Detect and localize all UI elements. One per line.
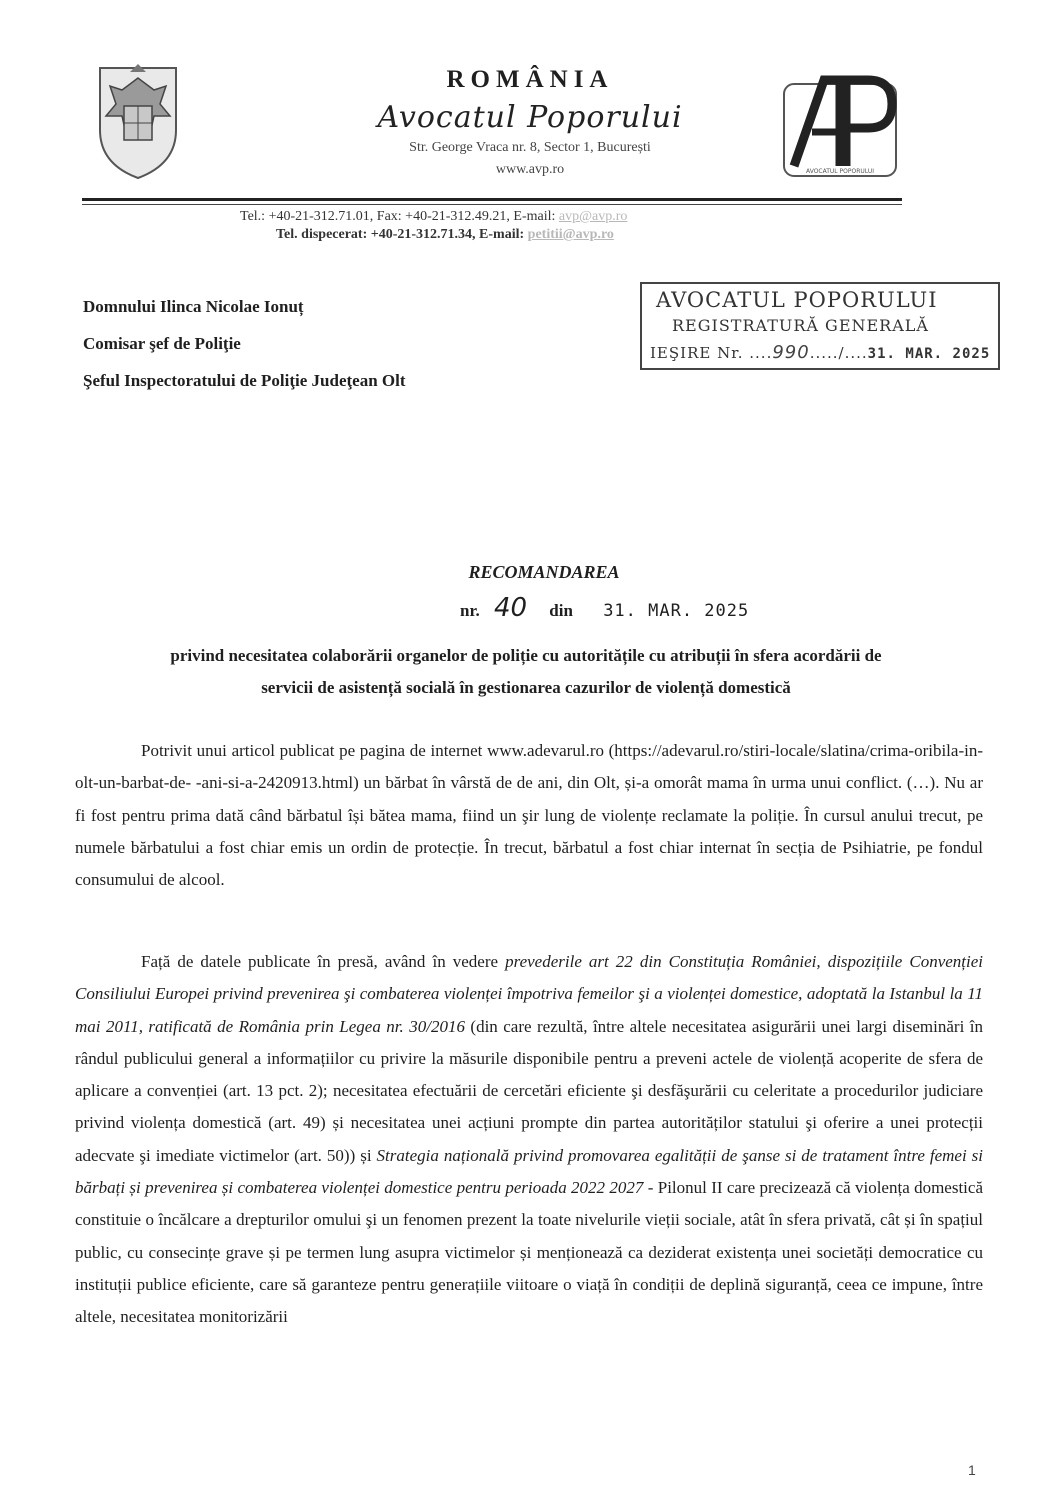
header-rule bbox=[82, 198, 902, 201]
page-number: 1 bbox=[968, 1462, 976, 1478]
stamp-registry: REGISTRATURĂ GENERALĂ bbox=[672, 316, 929, 335]
institution-website[interactable]: www.avp.ro bbox=[495, 162, 565, 177]
stamp-exit-line: IEŞIRE Nr. ....990...../....31. MAR. 2025 bbox=[650, 342, 991, 363]
header-rule-thin bbox=[82, 204, 902, 205]
registry-stamp bbox=[640, 282, 1000, 370]
body-paragraph-2: Față de datele publicate în presă, având în vedere prevederile art 22 din Constituția României, dispozițiile Convenției Consiliului Europei privind prevenirea şi combaterea violenței împotriva femeilor şi a violenței domestice, adoptată la Istanbul la 11 mai 2011, ratificată de România prin Legea nr. 30/2016 (din care rezultă, între altele necesitatea asigurării unei largi diseminări în rândul publicului general a informațiilor cu privire la măsurile disponibile pentru a preveni actele de violență acoperite de sfera de aplicare a convenției (art. 13 pct. 2); necesitatea efectuării de cercetări eficiente şi desfăşurării cu celeritate a procedurilor judiciare privind violența domestică (art. 49) și necesitatea unei acțiuni prompte din partea autorităților statului şi oferire a unei protecții adecvate şi imediate victimelor (art. 50)) și Strategia națională privind promovarea egalității de şanse si de tratament între femei si bărbați și prevenirea și combaterea violenței domestice pentru perioada 2022 2027 - Pilonul II care precizează că violența domestică constituie o încălcare a drepturilor omului şi un fenomen prezent la toate nivelurile vieții sociale, atât în sfera privată, cât și în spațiul public, cu consecințe grave și pe termen lung asupra victimelor și menționează ca deziderat existența unei societăți democratice cu instituții publice eficiente, care să garanteze pentru generațiile viitoare o viață în condiții de deplină siguranță, ceea ce impune, între altele, necesitatea monitorizării bbox=[75, 952, 983, 1327]
stamp-reg-number: 990 bbox=[772, 342, 810, 363]
addressee-block bbox=[83, 288, 406, 399]
body-paragraph-1: Potrivit unui articol publicat pe pagina de internet www.adevarul.ro (https://adevarul.ro/stiri-locale/slatina/crima-oribila-in-olt-un-barbat-de- -ani-si-a-2420913.html) un bărbat în vârstă de de ani, din Olt, și-a omorât mama în urma unui conflict. (…). Nu ar fi fost pentru prima dată când bărbatul își bătea mama, fiind un şir lung de violențe reclamate la poliție. În cursul anului trecut, pe numele bărbatului a fost chiar emis un ordin de protecție. În trecut, bărbatul a fost chiar internat în secția de Psihiatrie, pe fondul consumului de alcool. bbox=[75, 741, 983, 890]
contact-block bbox=[240, 208, 840, 244]
document-number: 40 bbox=[493, 593, 528, 623]
stamp-date: 31. MAR. 2025 bbox=[867, 346, 991, 362]
stamp-institution: AVOCATUL POPORULUI bbox=[656, 288, 938, 312]
institution-address: Str. George Vraca nr. 8, Sector 1, București bbox=[409, 140, 651, 155]
document-subject: privind necesitatea colaborării organelor de poliție cu autoritățile cu atribuții în sfera acordării de servicii de asistență socială în gestionarea cazurilor de violență domestică bbox=[170, 646, 882, 697]
addressee-name: Domnului Ilinca Nicolae Ionuț bbox=[83, 297, 304, 316]
document-title: RECOMANDAREA bbox=[468, 562, 620, 582]
contact-email-1[interactable]: avp@avp.ro bbox=[558, 209, 628, 224]
addressee-function: Şeful Inspectoratului de Poliţie Judeţean Olt bbox=[83, 371, 406, 390]
institution-name: Avocatul Poporului bbox=[377, 100, 683, 135]
ap-logo-icon bbox=[780, 70, 900, 180]
document-number-line: nr. 40 din 31. MAR. 2025 bbox=[460, 593, 750, 623]
logo-text: AVOCATUL POPORULUI bbox=[805, 168, 875, 175]
addressee-rank: Comisar şef de Poliţie bbox=[83, 334, 241, 353]
contact-line-2: Tel. dispecerat: +40-21-312.71.34, E-mail: petitii@avp.ro bbox=[276, 227, 614, 242]
contact-line-1: Tel.: +40-21-312.71.01, Fax: +40-21-312.49.21, E-mail: avp@avp.ro bbox=[240, 209, 628, 224]
coat-of-arms-icon bbox=[92, 60, 184, 182]
contact-email-2[interactable]: petitii@avp.ro bbox=[527, 227, 614, 242]
document-date: 31. MAR. 2025 bbox=[603, 601, 750, 621]
country-name: ROMÂNIA bbox=[446, 66, 614, 93]
